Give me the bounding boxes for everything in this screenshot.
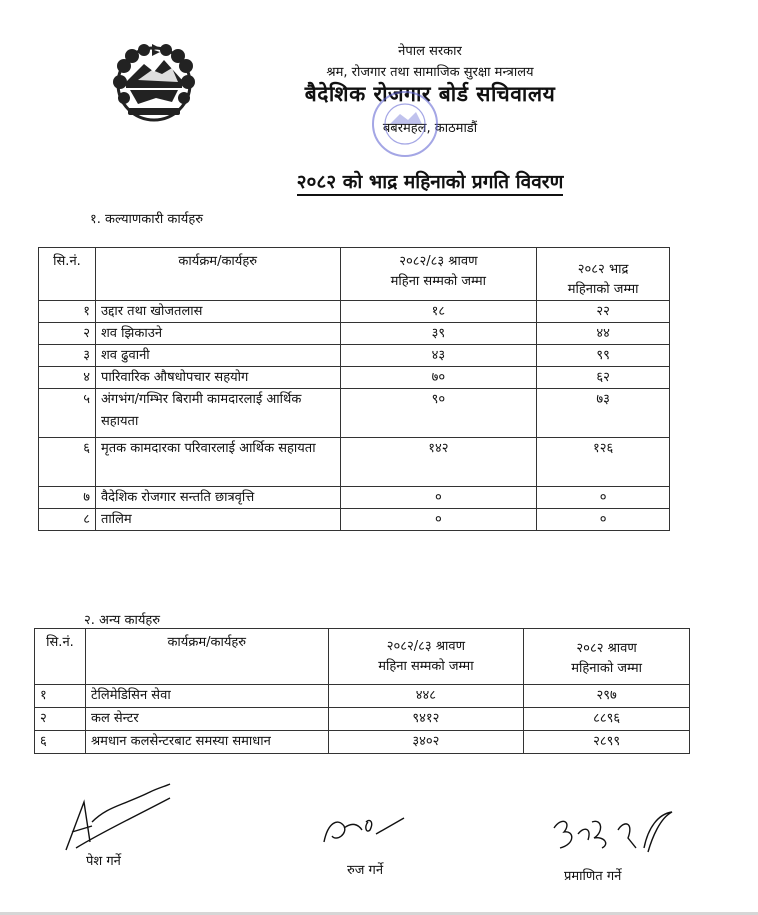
row-month: ० <box>537 487 670 509</box>
row-cumulative: ४३ <box>340 345 537 367</box>
row-activity: मृतक कामदारका परिवारलाई आर्थिक सहायता <box>95 438 340 487</box>
signature-label-prepared: पेश गर्ने <box>86 854 121 869</box>
row-activity: शव झिकाउने <box>95 323 340 345</box>
row-cumulative: ७० <box>340 367 537 389</box>
table-row <box>39 389 670 438</box>
table-row <box>39 509 670 531</box>
row-cumulative: ० <box>340 487 537 509</box>
row-month: ८८९६ <box>524 708 690 731</box>
column-header-cumulative: २०८२/८३ श्रावण महिना सम्मको जम्मा <box>340 248 537 301</box>
table-row <box>39 301 670 323</box>
column-header-activity: कार्यक्रम/कार्यहरु <box>95 248 340 301</box>
row-cumulative: ४४८ <box>328 685 524 708</box>
row-month: ० <box>537 509 670 531</box>
row-month: ७३ <box>537 389 670 438</box>
row-sn: ६ <box>35 731 86 754</box>
table-row <box>39 438 670 487</box>
column-header-month: २०८२ भाद्र महिनाको जम्मा <box>537 248 670 301</box>
table-row <box>35 731 690 754</box>
office-address: बबरमहल, काठमाडौं <box>382 121 478 136</box>
row-sn: ४ <box>39 367 96 389</box>
column-header-sn: सि.नं. <box>39 248 96 301</box>
row-month: १२६ <box>537 438 670 487</box>
other-activities-table <box>34 628 690 754</box>
row-sn: ८ <box>39 509 96 531</box>
row-month: ६२ <box>537 367 670 389</box>
row-sn: १ <box>39 301 96 323</box>
row-month: २९७ <box>524 685 690 708</box>
row-activity: उद्दार तथा खोजतलास <box>95 301 340 323</box>
row-activity: तालिम <box>95 509 340 531</box>
government-emblem-icon <box>108 40 200 122</box>
table-row <box>35 685 690 708</box>
row-sn: ६ <box>39 438 96 487</box>
row-cumulative: ९४१२ <box>328 708 524 731</box>
row-sn: १ <box>35 685 86 708</box>
row-activity: वैदेशिक रोजगार सन्तति छात्रवृत्ति <box>95 487 340 509</box>
signature-1-icon <box>62 782 174 856</box>
column-header-sn: सि.नं. <box>35 629 86 685</box>
ministry-name: श्रम, रोजगार तथा सामाजिक सुरक्षा मन्त्रालय <box>326 65 534 80</box>
table-row <box>39 345 670 367</box>
row-cumulative: ३९ <box>340 323 537 345</box>
row-month: ४४ <box>537 323 670 345</box>
row-cumulative: १८ <box>340 301 537 323</box>
row-sn: ५ <box>39 389 96 438</box>
row-activity: पारिवारिक औषधोपचार सहयोग <box>95 367 340 389</box>
row-month: २२ <box>537 301 670 323</box>
column-header-cumulative: २०८२/८३ श्रावण महिना सम्मको जम्मा <box>328 629 524 685</box>
table-row <box>35 708 690 731</box>
signature-3-icon <box>548 808 678 864</box>
row-sn: ३ <box>39 345 96 367</box>
row-activity: श्रमधान कलसेन्टरबाट समस्या समाधान <box>85 731 328 754</box>
row-cumulative: ० <box>340 509 537 531</box>
row-activity: शव ढुवानी <box>95 345 340 367</box>
table-row <box>39 323 670 345</box>
table-header-row <box>39 248 670 301</box>
official-stamp-icon <box>360 88 450 160</box>
row-activity: अंगभंग/गम्भिर बिरामी कामदारलाई आर्थिक सहायता <box>95 389 340 438</box>
row-cumulative: ९० <box>340 389 537 438</box>
table-header-row <box>35 629 690 685</box>
signature-label-certified: प्रमाणित गर्ने <box>564 869 622 884</box>
row-month: ९९ <box>537 345 670 367</box>
document-title: २०८२ को भाद्र महिनाको प्रगति विवरण <box>200 168 660 194</box>
table-row <box>39 487 670 509</box>
welfare-activities-table <box>38 247 670 531</box>
signature-2-icon <box>318 812 410 852</box>
government-name: नेपाल सरकार <box>398 44 462 59</box>
section-heading-other: २. अन्य कार्यहरु <box>84 613 161 628</box>
row-activity: कल सेन्टर <box>85 708 328 731</box>
row-month: २८९९ <box>524 731 690 754</box>
row-activity: टेलिमेडिसिन सेवा <box>85 685 328 708</box>
column-header-month: २०८२ श्रावण महिनाको जम्मा <box>524 629 690 685</box>
section-heading-welfare: १. कल्याणकारी कार्यहरु <box>90 212 203 227</box>
row-sn: २ <box>39 323 96 345</box>
table-row <box>39 367 670 389</box>
row-sn: २ <box>35 708 86 731</box>
row-cumulative: ३४०२ <box>328 731 524 754</box>
signature-label-checked: रुज गर्ने <box>347 863 384 878</box>
office-name: बैदेशिक रोजगार बोर्ड सचिवालय <box>304 82 556 106</box>
row-cumulative: १४२ <box>340 438 537 487</box>
row-sn: ७ <box>39 487 96 509</box>
column-header-activity: कार्यक्रम/कार्यहरु <box>85 629 328 685</box>
